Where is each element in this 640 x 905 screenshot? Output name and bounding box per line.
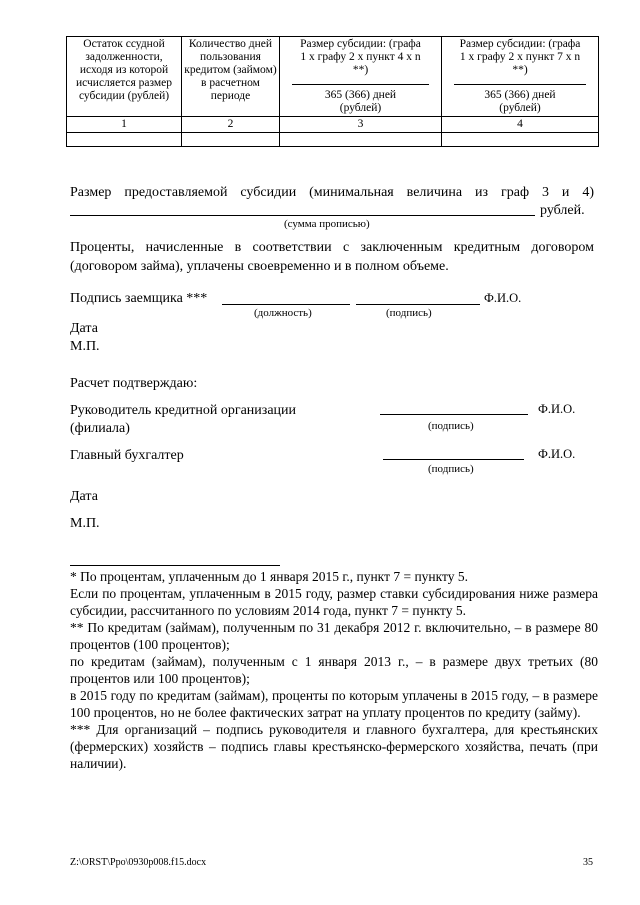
footnote-2: Если по процентам, уплаченным в 2015 году, размер ставки субсидирования ниже размера субсидии, рассчитанного по условиям 2014 года, пункт 7 = пункту 5. xyxy=(70,586,598,618)
footnote-6: *** Для организаций – подпись руководителя и главного бухгалтера, для крестьянских (фермерских) хозяйств – подпись главы крестьянско-фермерского хозяйства, печать (при наличии). xyxy=(70,722,598,771)
col3-denominator: 365 (366) дней (рублей) xyxy=(324,89,397,114)
head-of-bank-branch: (филиала) xyxy=(70,421,130,436)
header-subsidy-col4 xyxy=(442,37,599,117)
signature-caption: (подпись) xyxy=(386,307,432,319)
table-header-row xyxy=(67,37,599,117)
data-row xyxy=(67,133,599,147)
position-caption: (должность) xyxy=(254,307,312,319)
col4-numerator: Размер субсидии: (графа 1 x графу 2 x пункт 7 x n **) xyxy=(459,38,581,76)
accountant-signature-field[interactable] xyxy=(383,459,524,460)
header-subsidy-col3 xyxy=(280,37,442,117)
date-label-2: Дата xyxy=(70,489,98,504)
subsidy-table xyxy=(66,36,599,147)
borrower-fio: Ф.И.О. xyxy=(484,291,522,305)
subsidy-amount-field[interactable] xyxy=(70,215,535,216)
col3-numerator: Размер субсидии: (графа 1 x графу 2 x пункт 4 x n **) xyxy=(300,38,421,76)
page-number: 35 xyxy=(583,857,593,868)
borrower-position-field[interactable] xyxy=(222,304,350,305)
file-path: Z:\ORST\Ppo\0930p008.f15.docx xyxy=(70,857,207,868)
borrower-signature-field[interactable] xyxy=(356,304,480,305)
table-cell[interactable] xyxy=(280,133,442,147)
header-days: Количество дней пользования кредитом (займом) в расчетном периоде xyxy=(182,37,280,117)
date-label: Дата xyxy=(70,321,98,336)
footnote-3: ** По кредитам (займам), полученным по 31 декабря 2012 г. включительно, – в размере 80 процентов (100 процентов); xyxy=(70,620,598,652)
footnotes xyxy=(70,568,598,772)
column-number-row xyxy=(67,117,599,133)
fraction-line xyxy=(454,84,586,85)
col4-denominator: 365 (366) дней (рублей) xyxy=(484,89,556,114)
accountant-fio: Ф.И.О. xyxy=(538,447,576,461)
stamp-label-2: М.П. xyxy=(70,516,100,531)
interest-paid-statement: Проценты, начисленные в соответствии с заключенным кредитным договором (договором займа), уплачены своевременно и в полном объеме. xyxy=(70,240,594,274)
footnote-1: * По процентам, уплаченным до 1 января 2015 г., пункт 7 = пункту 5. xyxy=(70,569,469,584)
accountant-signature-caption: (подпись) xyxy=(428,463,474,475)
table-cell[interactable] xyxy=(442,133,599,147)
col-number: 3 xyxy=(280,117,442,133)
chief-accountant-label: Главный бухгалтер xyxy=(70,448,184,463)
footnote-4: по кредитам (займам), полученным с 1 января 2013 г., – в размере двух третьих (80 процентов или 100 процентов); xyxy=(70,654,598,686)
head-of-bank-label: Руководитель кредитной организации xyxy=(70,403,297,418)
subsidy-caption: (сумма прописью) xyxy=(284,218,370,230)
subsidy-line: Размер предоставляемой субсидии (минимальная величина из граф 3 и 4) xyxy=(70,185,594,200)
fraction-line xyxy=(292,84,429,85)
table-cell[interactable] xyxy=(67,133,182,147)
head-fio: Ф.И.О. xyxy=(538,402,576,416)
borrower-signature-label: Подпись заемщика *** xyxy=(70,291,208,306)
col-number: 1 xyxy=(67,117,182,133)
footnote-separator xyxy=(70,565,280,566)
col-number: 2 xyxy=(182,117,280,133)
col-number: 4 xyxy=(442,117,599,133)
stamp-label: М.П. xyxy=(70,339,100,354)
confirm-label: Расчет подтверждаю: xyxy=(70,376,198,391)
footnote-5: в 2015 году по кредитам (займам), проценты по которым уплачены в 2015 году, – в размере 100 процентов, но не более фактических затрат на уплату процентов по кредиту (займу). xyxy=(70,688,598,720)
header-loan-balance: Остаток ссудной задолженности, исходя из которой исчисляется размер субсидии (рублей) xyxy=(67,37,182,117)
head-signature-field[interactable] xyxy=(380,414,528,415)
head-signature-caption: (подпись) xyxy=(428,420,474,432)
subsidy-unit: рублей. xyxy=(540,203,585,218)
table-cell[interactable] xyxy=(182,133,280,147)
